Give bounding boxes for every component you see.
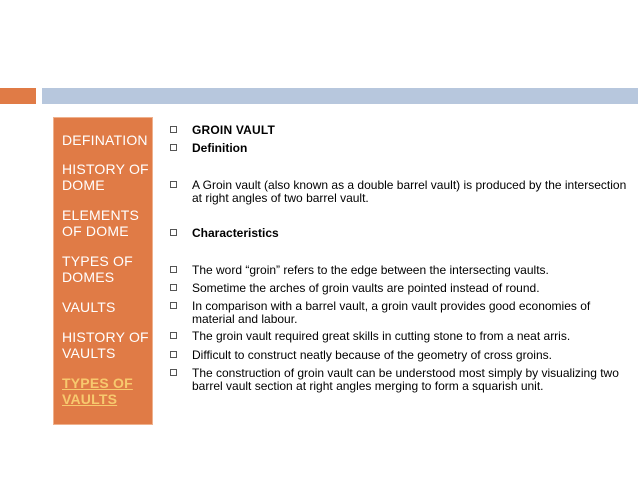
square-bullet-icon (170, 302, 177, 309)
nav-item-types-of-domes[interactable]: TYPES OF DOMES (62, 253, 133, 285)
bullet-text: The groin vault required great skills in cutting stone to from a neat arris. (192, 329, 571, 343)
nav-item-elements-of-dome[interactable]: ELEMENTS OF DOME (62, 207, 140, 239)
square-bullet-icon (170, 229, 177, 236)
bullet-text: Definition (192, 141, 248, 155)
square-bullet-icon (170, 126, 177, 133)
nav-item-vaults[interactable]: VAULTS (62, 299, 116, 315)
nav-item-history-of-dome[interactable]: HISTORY OF DOME (62, 161, 149, 193)
square-bullet-icon (170, 266, 177, 273)
square-bullet-icon (170, 284, 177, 291)
header-accent-bar (0, 88, 36, 104)
square-bullet-icon (170, 181, 177, 188)
sidebar-nav (53, 117, 153, 425)
square-bullet-icon (170, 369, 177, 376)
square-bullet-icon (170, 332, 177, 339)
nav-item-types-of-vaults[interactable]: TYPES OF VAULTS (62, 375, 133, 407)
bullet-text: Sometime the arches of groin vaults are pointed instead of round. (192, 281, 540, 295)
bullet-text: GROIN VAULT (192, 123, 276, 137)
header-band (42, 88, 638, 104)
nav-item-history-of-vaults[interactable]: HISTORY OF VAULTS (62, 329, 149, 361)
bullet-text: In comparison with a barrel vault, a groin vault provides good economies of material and labour. (192, 299, 591, 326)
square-bullet-icon (170, 144, 177, 151)
bullet-text: The word “groin” refers to the edge between the intersecting vaults. (192, 263, 549, 277)
bullet-text: A Groin vault (also known as a double barrel vault) is produced by the intersection at right angles of two barrel vault. (192, 178, 627, 205)
square-bullet-icon (170, 351, 177, 358)
nav-item-defination[interactable]: DEFINATION (62, 132, 148, 148)
bullet-text: Difficult to construct neatly because of the geometry of cross groins. (192, 348, 552, 362)
bullet-text: Characteristics (192, 226, 279, 240)
bullet-text: The construction of groin vault can be understood most simply by visualizing two barrel vault section at right angles merging to form a squarish unit. (192, 366, 619, 393)
